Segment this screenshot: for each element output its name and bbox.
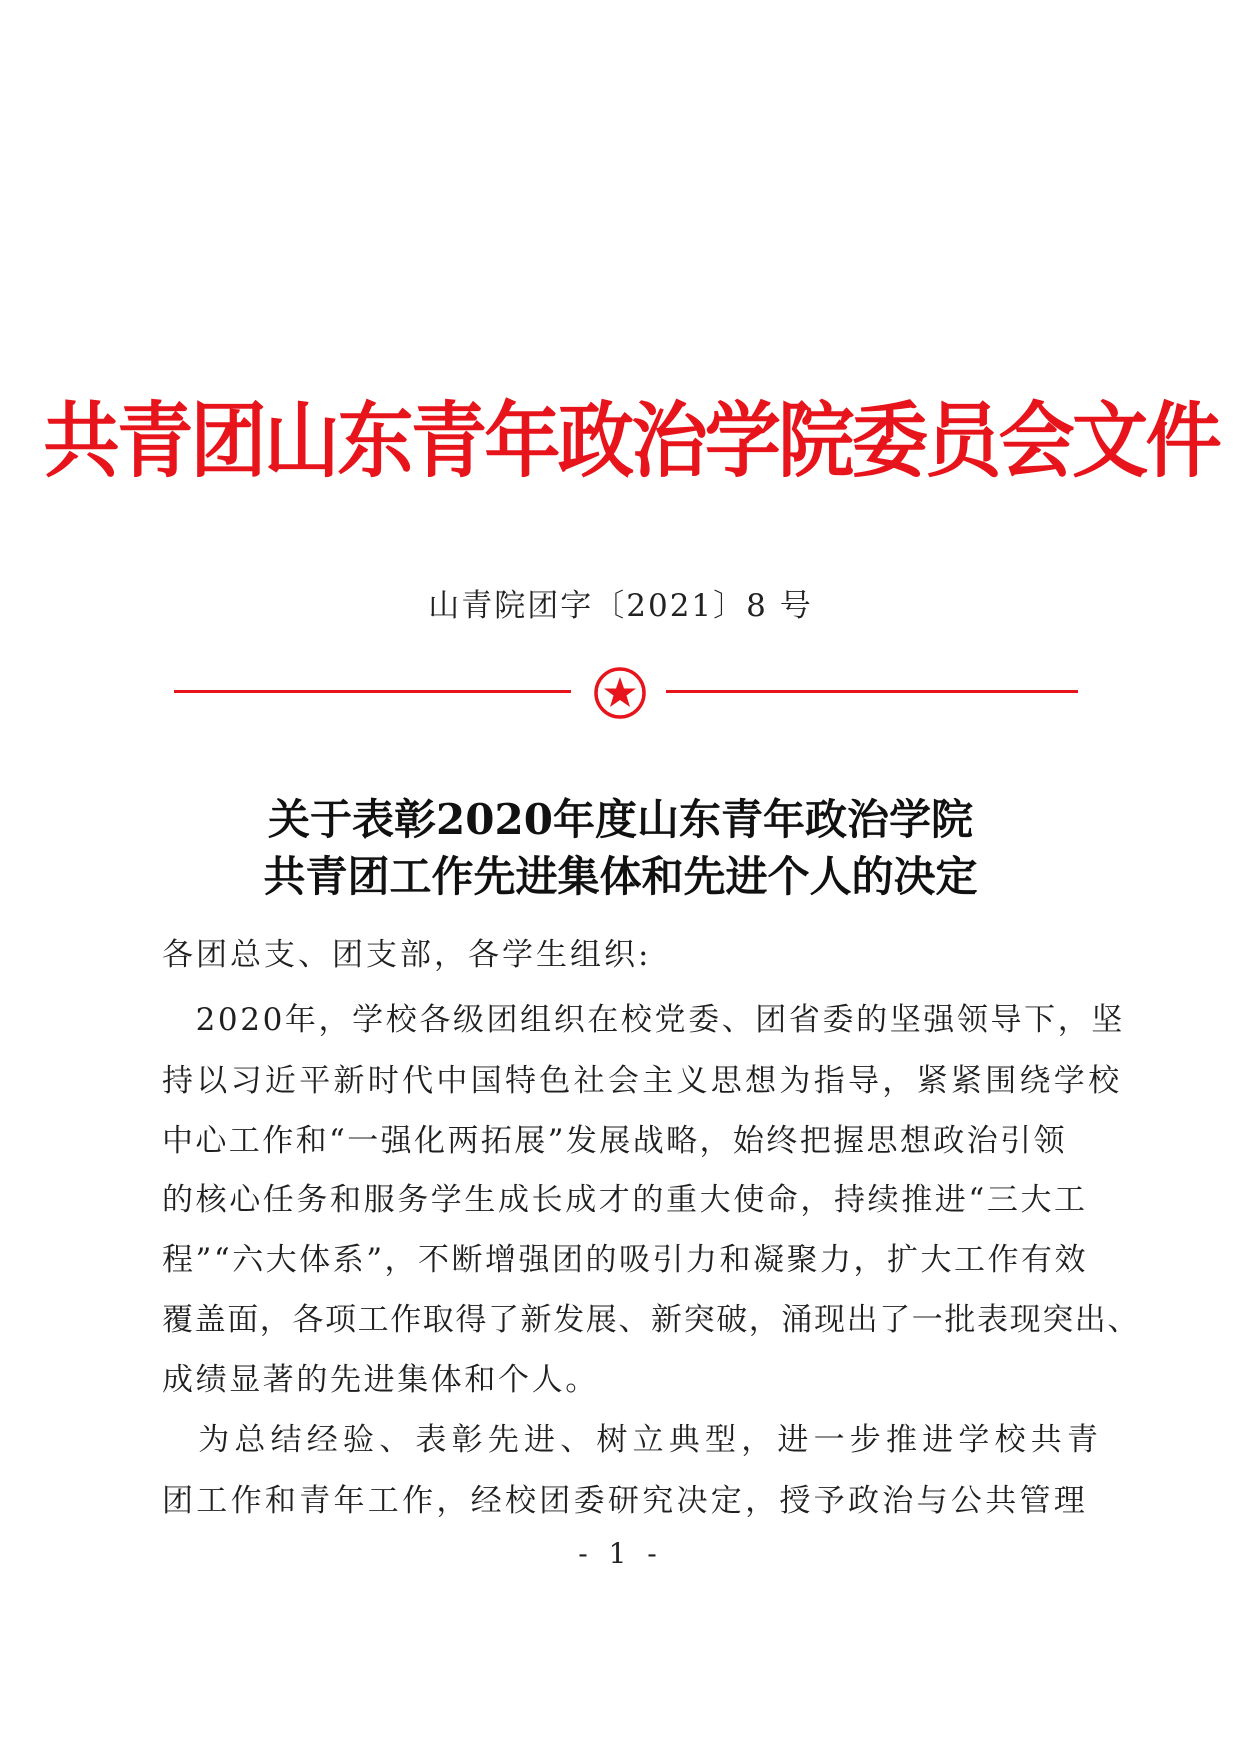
paragraph-1-line-1: 2020年，学校各级团组织在校党委、团省委的坚强领导下，坚 — [162, 1002, 1125, 1038]
paragraph-1-line-2: 持以习近平新时代中国特色社会主义思想为指导，紧紧围绕学校 — [162, 1063, 1123, 1099]
divider-right — [666, 690, 1078, 693]
document-header-title: 共青团山东青年政治学院委员会文件 — [43, 394, 1219, 489]
red-star-emblem-icon — [592, 665, 648, 721]
paragraph-1-line-5: 程”“六大体系”，不断增强团的吸引力和凝聚力，扩大工作有效 — [162, 1242, 1089, 1278]
page-number: - 1 - — [578, 1537, 663, 1570]
decision-title-line-2: 共青团工作先进集体和先进个人的决定 — [263, 852, 978, 901]
decision-title-line-1: 关于表彰2020年度山东青年政治学院 — [268, 795, 973, 844]
paragraph-1-line-3: 中心工作和“一强化两拓展”发展战略，始终把握思想政治引领 — [162, 1123, 1067, 1159]
paragraph-1-line-4: 的核心任务和服务学生成长成才的重大使命，持续推进“三大工 — [162, 1182, 1088, 1218]
paragraph-1-line-7: 成绩显著的先进集体和个人。 — [162, 1362, 599, 1398]
paragraph-2-line-1: 为总结经验、表彰先进、树立典型，进一步推进学校共青 — [162, 1422, 1104, 1458]
paragraph-1-line-6: 覆盖面，各项工作取得了新发展、新突破，涌现出了一批表现突出、 — [162, 1302, 1140, 1338]
divider-left — [174, 690, 571, 693]
paragraph-2-line-2: 团工作和青年工作，经校团委研究决定，授予政治与公共管理 — [162, 1483, 1089, 1519]
salutation: 各团总支、团支部，各学生组织: — [162, 937, 652, 973]
document-number: 山青院团字〔2021〕8 号 — [428, 588, 813, 624]
